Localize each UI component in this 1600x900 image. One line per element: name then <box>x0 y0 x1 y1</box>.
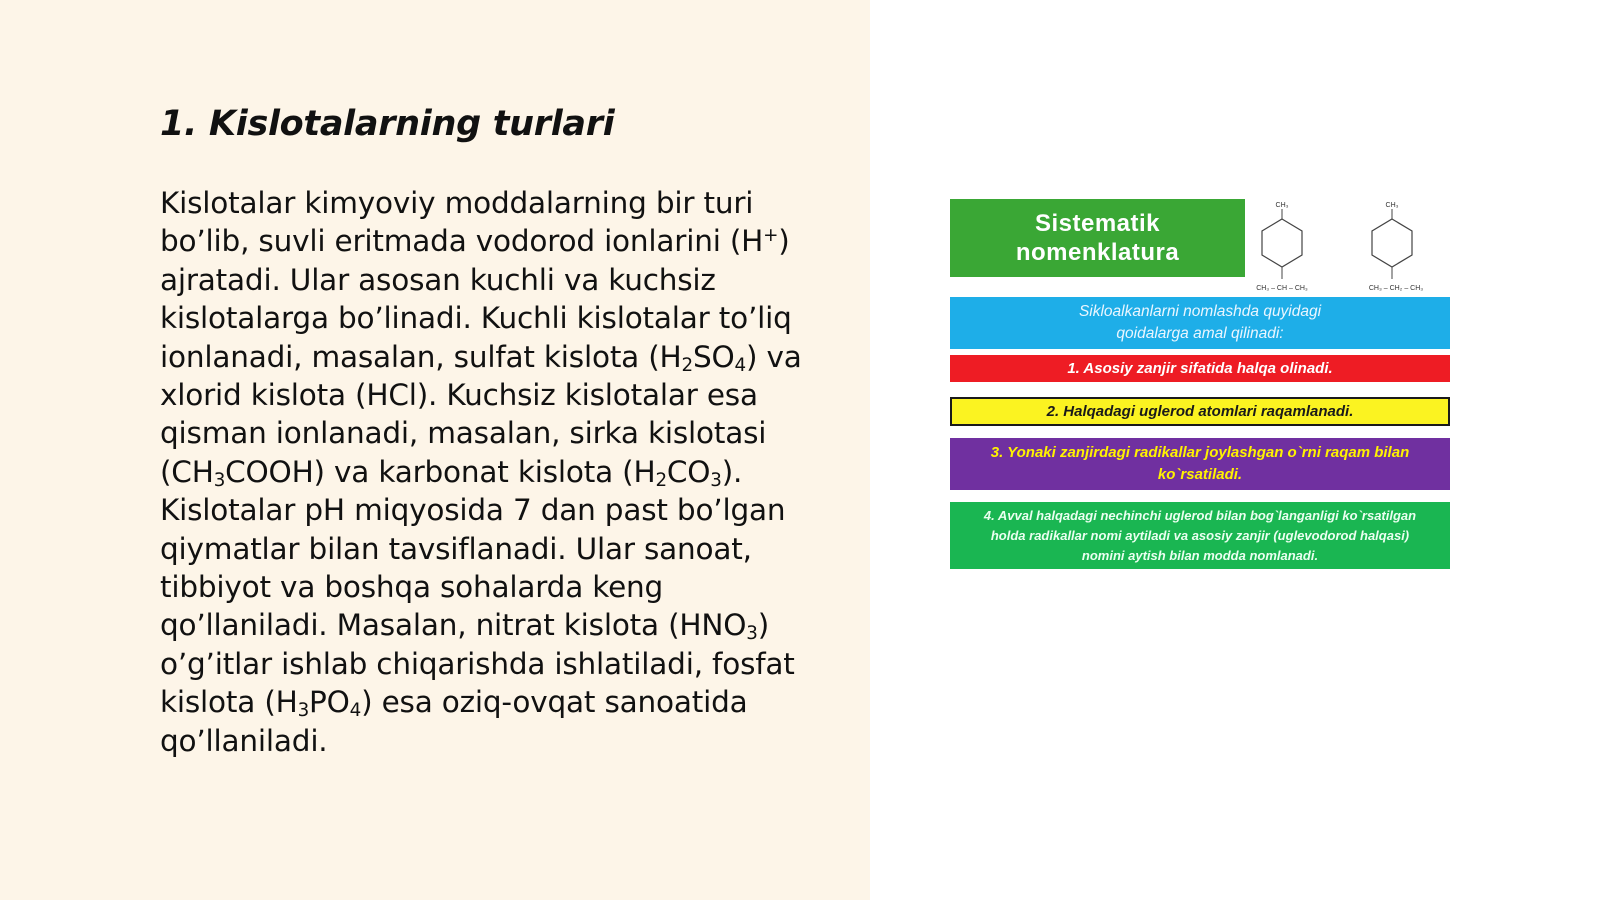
body-line: qo’llaniladi. <box>160 723 328 758</box>
body-line: $(CH_3COOH)$ va karbonat kislota $(H_2CO_3)$. <box>160 454 743 491</box>
rule-1-strip <box>950 355 1450 382</box>
intro-line-2: qoidalarga amal qilinadi: <box>1116 325 1284 342</box>
body-line: xlorid kislota (HCl). Kuchsiz kislotalar esa <box>160 378 758 413</box>
rule-3-strip <box>950 438 1450 490</box>
rule-2-strip <box>950 397 1450 426</box>
header-line-2: nomenklatura <box>1015 239 1180 266</box>
mol-left-top-label: CH₃ <box>1275 202 1289 209</box>
body-line: Kislotalar kimyoviy moddalarning bir turi <box>160 186 754 220</box>
rule-4-line-1: 4. Avval halqadagi nechinchi uglerod bilan bog`langanligi ko`rsatilgan <box>983 507 1417 523</box>
rule-2-text: 2. Halqadagi uglerod atomlari raqamlanadi. <box>1046 403 1354 420</box>
body-paragraph <box>160 184 840 760</box>
rule-4-line-3: nomini aytish bilan modda nomlanadi. <box>1081 547 1319 563</box>
nomenclature-header <box>950 199 1245 277</box>
body-line: kislotalarga bo’linadi. Kuchli kislotalar to’liq <box>160 301 792 336</box>
body-line: bo’lib, suvli eritmada vodorod ionlarini (H+) <box>160 224 790 259</box>
body-line: tibbiyot va boshqa sohalarda keng <box>160 570 664 605</box>
body-line: kislota $(H_3PO_4)$ esa oziq-ovqat sanoatida <box>160 685 748 722</box>
subscript: 3 <box>746 623 758 645</box>
intro-line-1: Sikloalkanlarni nomlashda quyidagi <box>1078 303 1322 320</box>
rule-3-line-1: 3. Yonaki zanjirdagi radikallar joylashgan o`rni raqam bilan <box>990 444 1410 461</box>
body-line: qisman ionlanadi, masalan, sirka kislotasi <box>160 416 767 451</box>
rule-4-line-2: holda radikallar nomi aytiladi va asosiy zanjir (uglevodorod halqasi) <box>990 527 1410 543</box>
subscript: 2 <box>655 469 667 491</box>
subscript: 3 <box>297 700 310 722</box>
body-line: o’g’itlar ishlab chiqarishda ishlatiladi, fosfat <box>160 646 795 681</box>
superscript: + <box>763 225 779 247</box>
mol-right-top-label: CH₃ <box>1385 202 1399 209</box>
rule-1-text: 1. Asosiy zanjir sifatida halqa olinadi. <box>1067 360 1333 377</box>
body-line: ionlanadi, masalan, sulfat kislota $(H_2SO_4)$ va <box>160 339 802 376</box>
subscript: 4 <box>734 354 746 376</box>
mol-right-bottom-label: CH₃ – CH₂ – CH₃ <box>1368 285 1424 292</box>
cyclohexane-molecule-left <box>1242 199 1322 295</box>
nomenclature-image <box>950 199 1450 574</box>
rule-4-strip <box>950 502 1450 569</box>
nomenclature-intro-strip <box>950 297 1450 349</box>
subscript: 4 <box>349 700 362 722</box>
rule-3-line-2: ko`rsatiladi. <box>1157 466 1243 483</box>
subscript: 2 <box>681 354 693 376</box>
mol-left-bottom-label: CH₃ – CH – CH₃ <box>1256 285 1308 292</box>
body-line: Kislotalar pH miqyosida 7 dan past bo’lgan <box>160 493 786 528</box>
slide-title: 1. Kislotalarning turlari <box>160 104 615 144</box>
header-line-1: Sistematik <box>1034 210 1161 237</box>
subscript: 3 <box>213 469 226 491</box>
body-line: qiymatlar bilan tavsiflanadi. Ular sanoat, <box>160 531 752 566</box>
cyclohexane-molecule-right <box>1352 199 1432 295</box>
body-line: qo’llaniladi. Masalan, nitrat kislota $(HNO_3)$ <box>160 608 770 645</box>
subscript: 3 <box>710 469 722 491</box>
body-line: ajratadi. Ular asosan kuchli va kuchsiz <box>160 262 716 297</box>
